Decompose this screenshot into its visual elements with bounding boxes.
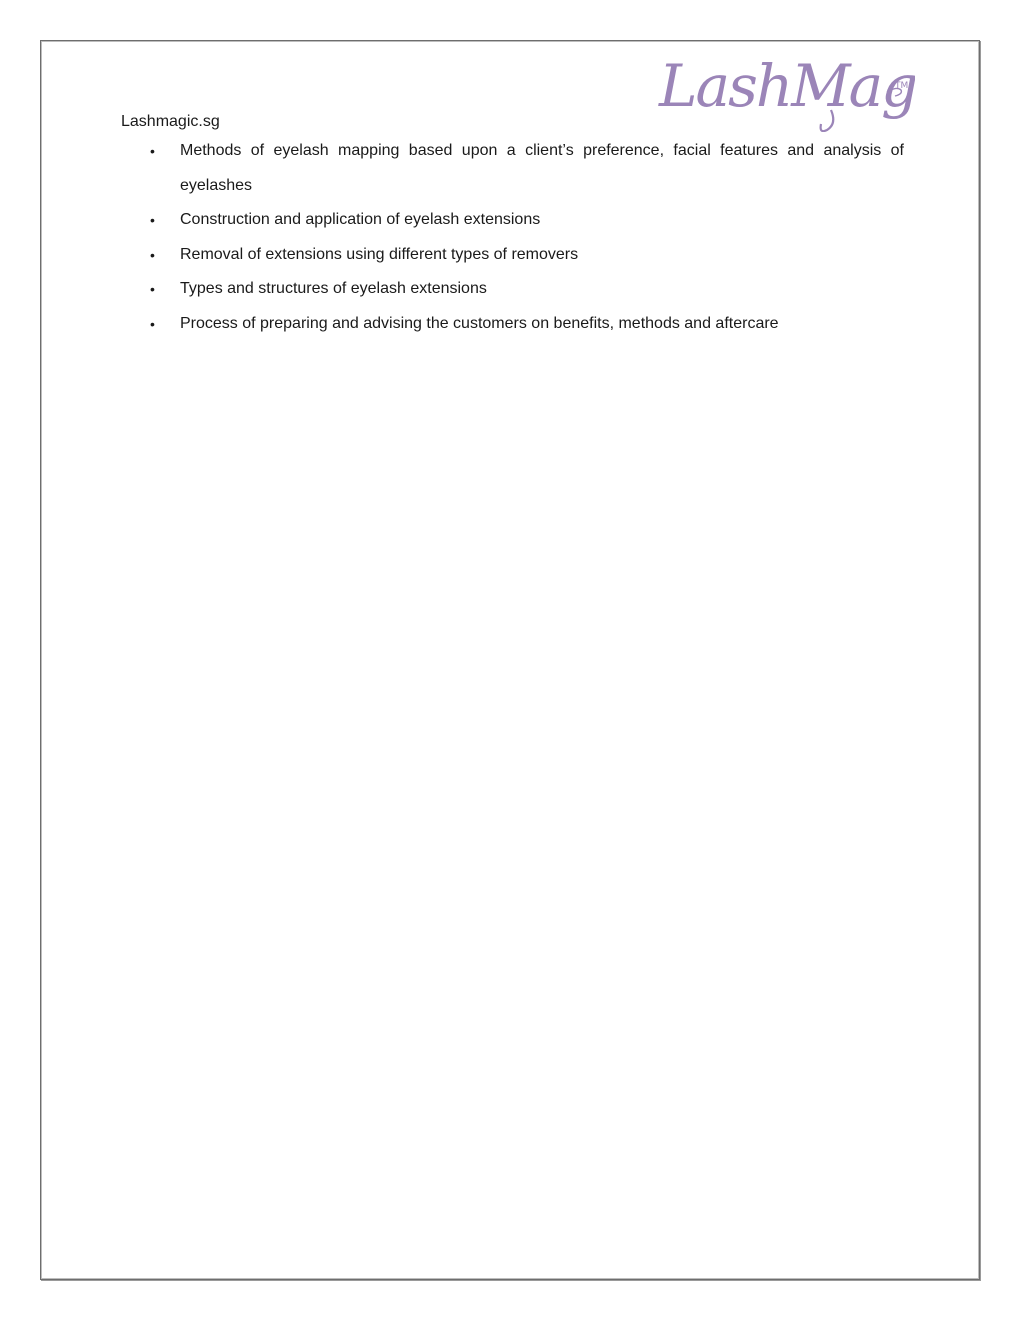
course-topics-list xyxy=(150,134,904,341)
list-item-text: Types and structures of eyelash extensions xyxy=(180,280,487,297)
list-item xyxy=(150,203,904,238)
list-item xyxy=(150,272,904,307)
list-item-text: Process of preparing and advising the customers on benefits, methods and aftercare xyxy=(180,314,779,332)
site-name: Lashmagic.sg xyxy=(121,113,220,130)
bullet-icon: • xyxy=(150,246,155,263)
list-item-text: Construction and application of eyelash extensions xyxy=(180,211,541,228)
list-item xyxy=(150,307,904,342)
list-item-text: Methods of eyelash mapping based upon a client’s preference, facial features and analysis of eyelashes xyxy=(180,142,904,194)
logo-trademark: TM xyxy=(895,81,909,91)
bullet-icon: • xyxy=(150,315,155,332)
logo-wordmark: LashMag xyxy=(659,52,915,120)
list-item xyxy=(150,238,904,273)
bullet-icon: • xyxy=(150,281,155,297)
logo-graphic xyxy=(655,52,915,132)
list-item-text: Removal of extensions using different types of removers xyxy=(180,245,579,263)
bullet-icon: • xyxy=(150,212,155,228)
list-item xyxy=(150,134,904,203)
bullet-icon: • xyxy=(150,143,155,159)
lashmagic-logo xyxy=(655,52,915,132)
